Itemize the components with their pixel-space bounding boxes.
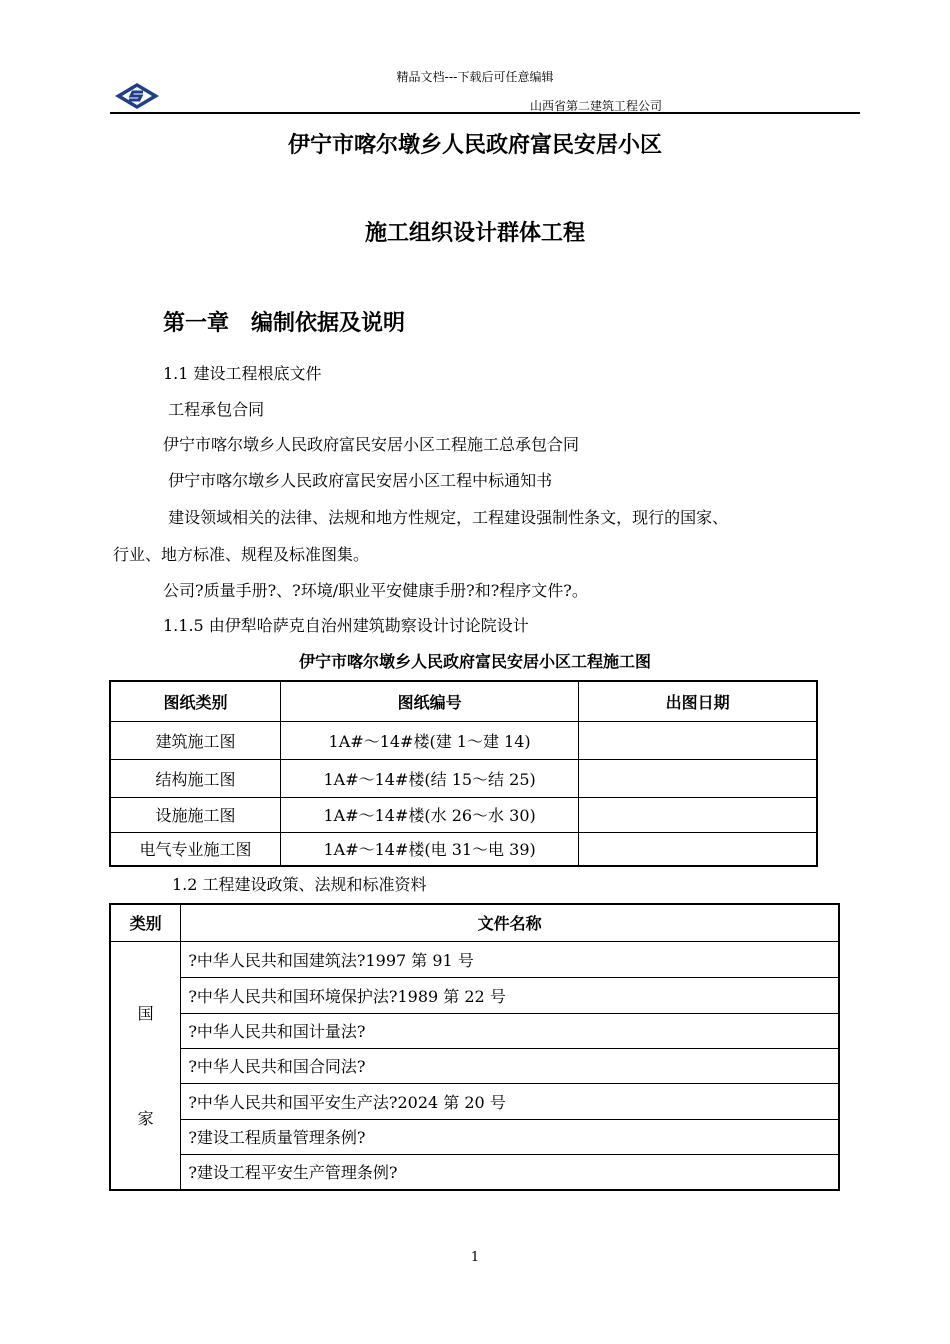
regulations-table [109, 903, 840, 1191]
table-cell [579, 759, 817, 797]
paragraph: 伊宁市喀尔墩乡人民政府富民安居小区工程施工总承包合同 [163, 435, 580, 454]
table-row [110, 1013, 839, 1048]
table-cell: 1A#～14#楼(水 26～水 30) [281, 797, 579, 832]
table-cell: ?中华人民共和国平安生产法?2024 第 20 号 [181, 1083, 839, 1119]
table-row [110, 721, 817, 759]
table-row [110, 797, 817, 832]
table-cell [579, 832, 817, 866]
header-divider [110, 112, 860, 114]
table-cell [579, 797, 817, 832]
table-cell: 建筑施工图 [110, 721, 281, 759]
table-cell: ?建设工程平安生产管理条例? [181, 1154, 839, 1190]
table-cell: 结构施工图 [110, 759, 281, 797]
paragraph: 工程承包合同 [163, 400, 265, 419]
table-cell: ?中华人民共和国环境保护法?1989 第 22 号 [181, 977, 839, 1013]
section-1-1-heading: 1.1 建设工程根底文件 [163, 364, 322, 383]
column-header: 图纸类别 [110, 681, 281, 721]
table-cell: ?中华人民共和国合同法? [181, 1048, 839, 1083]
section-1-2-heading: 1.2 工程建设政策、法规和标准资料 [172, 875, 427, 894]
table-header-row [110, 904, 839, 941]
column-header: 类别 [110, 904, 181, 941]
chapter-heading: 第一章 编制依据及说明 [163, 311, 406, 336]
company-name: 山西省第二建筑工程公司 [530, 99, 663, 113]
table-row [110, 1119, 839, 1154]
table-row [110, 1083, 839, 1119]
document-title: 伊宁市喀尔墩乡人民政府富民安居小区 [287, 133, 662, 158]
paragraph: 伊宁市喀尔墩乡人民政府富民安居小区工程中标通知书 [163, 471, 553, 490]
table-row [110, 759, 817, 797]
table-cell: 电气专业施工图 [110, 832, 281, 866]
company-logo-icon [114, 82, 160, 110]
table-cell [579, 721, 817, 759]
table-row [110, 977, 839, 1013]
table-row [110, 1154, 839, 1190]
table-cell: 1A#～14#楼(电 31～电 39) [281, 832, 579, 866]
table-cell: ?中华人民共和国建筑法?1997 第 91 号 [181, 941, 839, 977]
column-header: 文件名称 [181, 904, 839, 941]
paragraph: 建设领域相关的法律、法规和地方性规定，工程建设强制性条文，现行的国家、 [163, 508, 729, 527]
table-caption: 伊宁市喀尔墩乡人民政府富民安居小区工程施工图 [298, 652, 651, 671]
paragraph: 公司?质量手册?、?环境/职业平安健康手册?和?程序文件?。 [163, 581, 588, 600]
table-cell: 1A#～14#楼(结 15～结 25) [281, 759, 579, 797]
table-cell: ?中华人民共和国计量法? [181, 1013, 839, 1048]
table-header-row [110, 681, 817, 721]
drawings-table [109, 680, 818, 867]
table-cell: 1A#～14#楼(建 1～建 14) [281, 721, 579, 759]
section-1-1-5-text: 1.1.5 由伊犁哈萨克自治州建筑勘察设计讨论院设计 [163, 616, 529, 635]
category-cell [110, 941, 181, 1190]
page-number: 1 [470, 1250, 480, 1265]
category-char: 家 [137, 1109, 154, 1129]
category-char: 国 [137, 1004, 154, 1024]
table-row [110, 832, 817, 866]
table-cell: ?建设工程质量管理条例? [181, 1119, 839, 1154]
column-header: 图纸编号 [281, 681, 579, 721]
watermark-text: 精品文档---下载后可任意编辑 [396, 70, 554, 84]
table-cell: 设施施工图 [110, 797, 281, 832]
paragraph: 行业、地方标准、规程及标准图集。 [113, 545, 370, 564]
column-header: 出图日期 [579, 681, 817, 721]
document-subtitle: 施工组织设计群体工程 [364, 221, 585, 246]
table-row [110, 941, 839, 977]
table-row [110, 1048, 839, 1083]
